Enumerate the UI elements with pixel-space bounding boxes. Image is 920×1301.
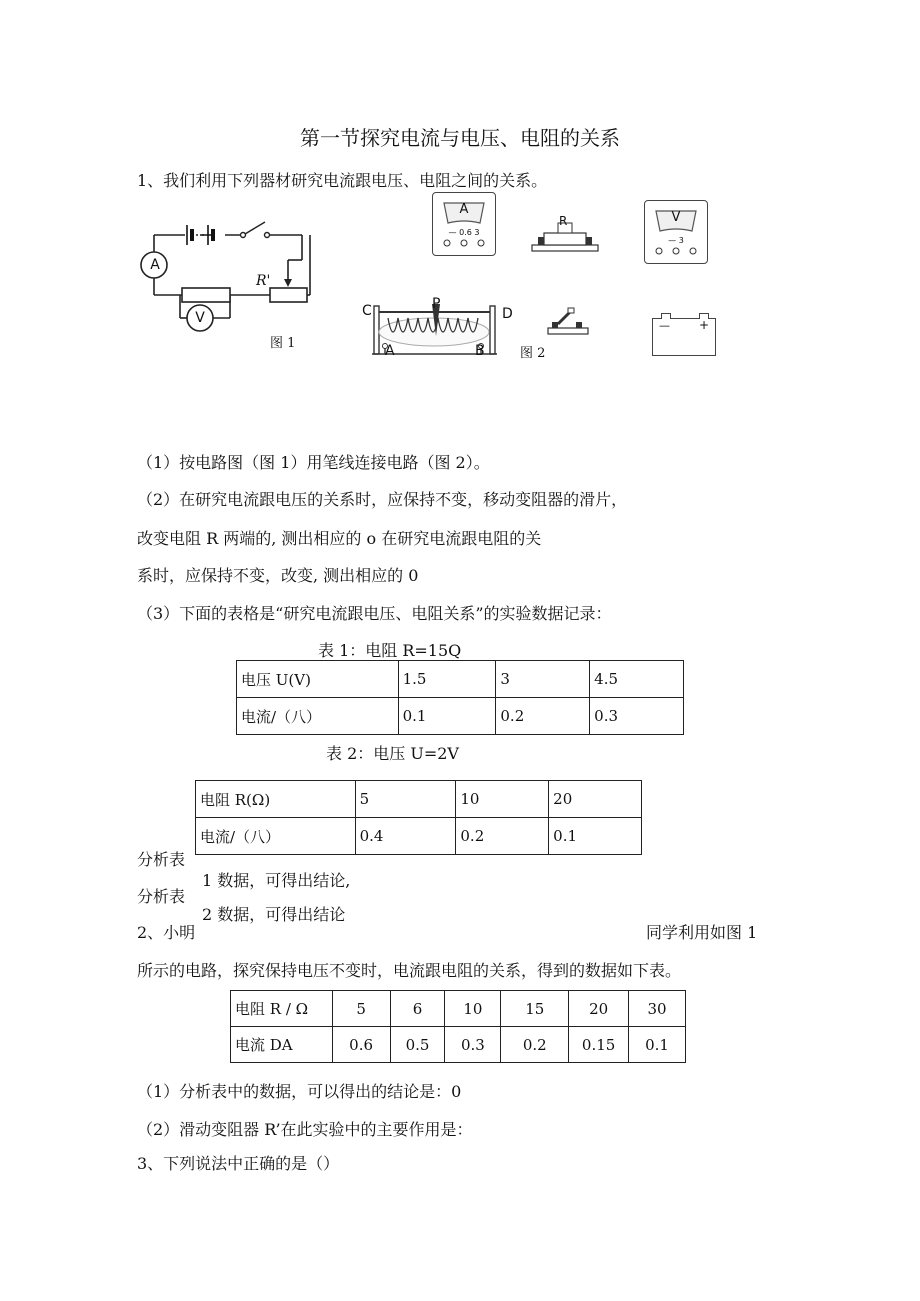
battery-neg-sign: — <box>659 319 670 332</box>
table3-cell: 0.3 <box>445 1027 501 1063</box>
rheostat-label-b: B <box>475 343 485 359</box>
q2-intro-right: 同学利用如图 1 <box>646 923 758 942</box>
table1-row <box>237 698 684 735</box>
table1-cell: 0.3 <box>590 698 684 735</box>
table3-cell: 电阻 R / Ω <box>231 991 333 1027</box>
table2-cell: 0.2 <box>456 818 549 855</box>
q1-part3: （3）下面的表格是“研究电流跟电压、电阻关系”的实验数据记录： <box>137 604 612 623</box>
table1-cell: 电压 U(V) <box>237 661 399 698</box>
table3-cell: 5 <box>332 991 390 1027</box>
battery-device <box>652 318 716 356</box>
resistor-device-label: R <box>559 214 568 228</box>
figure-2-caption: 图 2 <box>520 346 546 361</box>
table1-cell: 0.2 <box>496 698 590 735</box>
q1-part2-line3: 系时，应保持不变，改变, 测出相应的 0 <box>137 566 419 585</box>
table1 <box>236 660 684 735</box>
q2-part2: （2）滑动变阻器 R’在此实验中的主要作用是： <box>137 1120 473 1139</box>
table3-row <box>231 1027 686 1063</box>
table2-caption: 表 2：电压 U=2V <box>326 744 459 763</box>
analysis2-prefix: 分析表 <box>137 887 186 906</box>
ammeter-device-scale: — 0.6 3 <box>448 228 480 237</box>
table2-cell: 0.1 <box>549 818 642 855</box>
voltmeter-device-scale: — 3 <box>668 236 684 245</box>
page-title: 第一节探究电流与电压、电阻的关系 <box>300 126 620 150</box>
table2-cell: 20 <box>549 781 642 818</box>
table2-cell: 10 <box>456 781 549 818</box>
table3-cell: 0.1 <box>629 1027 686 1063</box>
ammeter-device-label: A <box>459 202 469 217</box>
q1-part2-line2: 改变电阻 R 两端的, 测出相应的 o 在研究电流跟电阻的关 <box>137 529 542 548</box>
table1-cell: 1.5 <box>398 661 496 698</box>
table3-cell: 电流 DA <box>231 1027 333 1063</box>
analysis2-text: 2 数据，可得出结论 <box>202 905 346 924</box>
rheostat-label-d: D <box>502 306 513 322</box>
table3-cell: 0.2 <box>501 1027 569 1063</box>
voltmeter-device <box>644 200 708 264</box>
table1-cell: 0.1 <box>398 698 496 735</box>
figure-1-caption: 图 1 <box>270 336 296 351</box>
table3-cell: 6 <box>390 991 445 1027</box>
table3 <box>230 990 686 1063</box>
analysis1-prefix: 分析表 <box>137 850 186 869</box>
rheostat-label-p: P <box>432 296 441 312</box>
table3-cell: 0.15 <box>569 1027 629 1063</box>
rheostat-symbol-label: R' <box>256 273 271 289</box>
q2-intro-line2: 所示的电路，探究保持电压不变时，电流跟电阻的关系，得到的数据如下表。 <box>137 961 682 980</box>
battery-pos-sign: + <box>699 318 710 332</box>
table1-caption: 表 1：电阻 R=15Q <box>318 641 462 660</box>
table1-row <box>237 661 684 698</box>
q1-part2-line1: （2）在研究电流跟电压的关系时，应保持不变，移动变阻器的滑片， <box>137 490 628 509</box>
q1-part1: （1）按电路图（图 1）用笔线连接电路（图 2）。 <box>137 453 490 472</box>
q2-part1: （1）分析表中的数据，可以得出的结论是：0 <box>137 1082 462 1101</box>
voltmeter-device-label: V <box>671 210 681 225</box>
ammeter-symbol-label: A <box>150 257 160 273</box>
q1-intro: 1、我们利用下列器材研究电流跟电压、电阻之间的关系。 <box>137 171 548 190</box>
table3-cell: 0.5 <box>390 1027 445 1063</box>
rheostat-label-c: C <box>362 303 372 319</box>
q3-intro: 3、下列说法中正确的是（） <box>137 1154 340 1173</box>
table2-cell: 电阻 R(Ω) <box>196 781 356 818</box>
ammeter-device <box>432 192 496 256</box>
table1-cell: 电流/（八） <box>237 698 399 735</box>
table2-row <box>196 781 642 818</box>
table3-cell: 0.6 <box>332 1027 390 1063</box>
table2-cell: 5 <box>355 781 456 818</box>
analysis1-text: 1 数据，可得出结论, <box>202 871 351 890</box>
table1-cell: 4.5 <box>590 661 684 698</box>
switch-device <box>546 306 590 336</box>
table3-cell: 20 <box>569 991 629 1027</box>
table3-cell: 15 <box>501 991 569 1027</box>
table1-cell: 3 <box>496 661 590 698</box>
q2-intro-left: 2、小明 <box>137 923 196 942</box>
table2-cell: 0.4 <box>355 818 456 855</box>
rheostat-label-a: A <box>385 343 395 359</box>
table3-row <box>231 991 686 1027</box>
table2-cell: 电流/（八） <box>196 818 356 855</box>
table2 <box>195 780 642 855</box>
table3-cell: 30 <box>629 991 686 1027</box>
voltmeter-symbol-label: V <box>195 310 205 326</box>
table2-row <box>196 818 642 855</box>
table3-cell: 10 <box>445 991 501 1027</box>
